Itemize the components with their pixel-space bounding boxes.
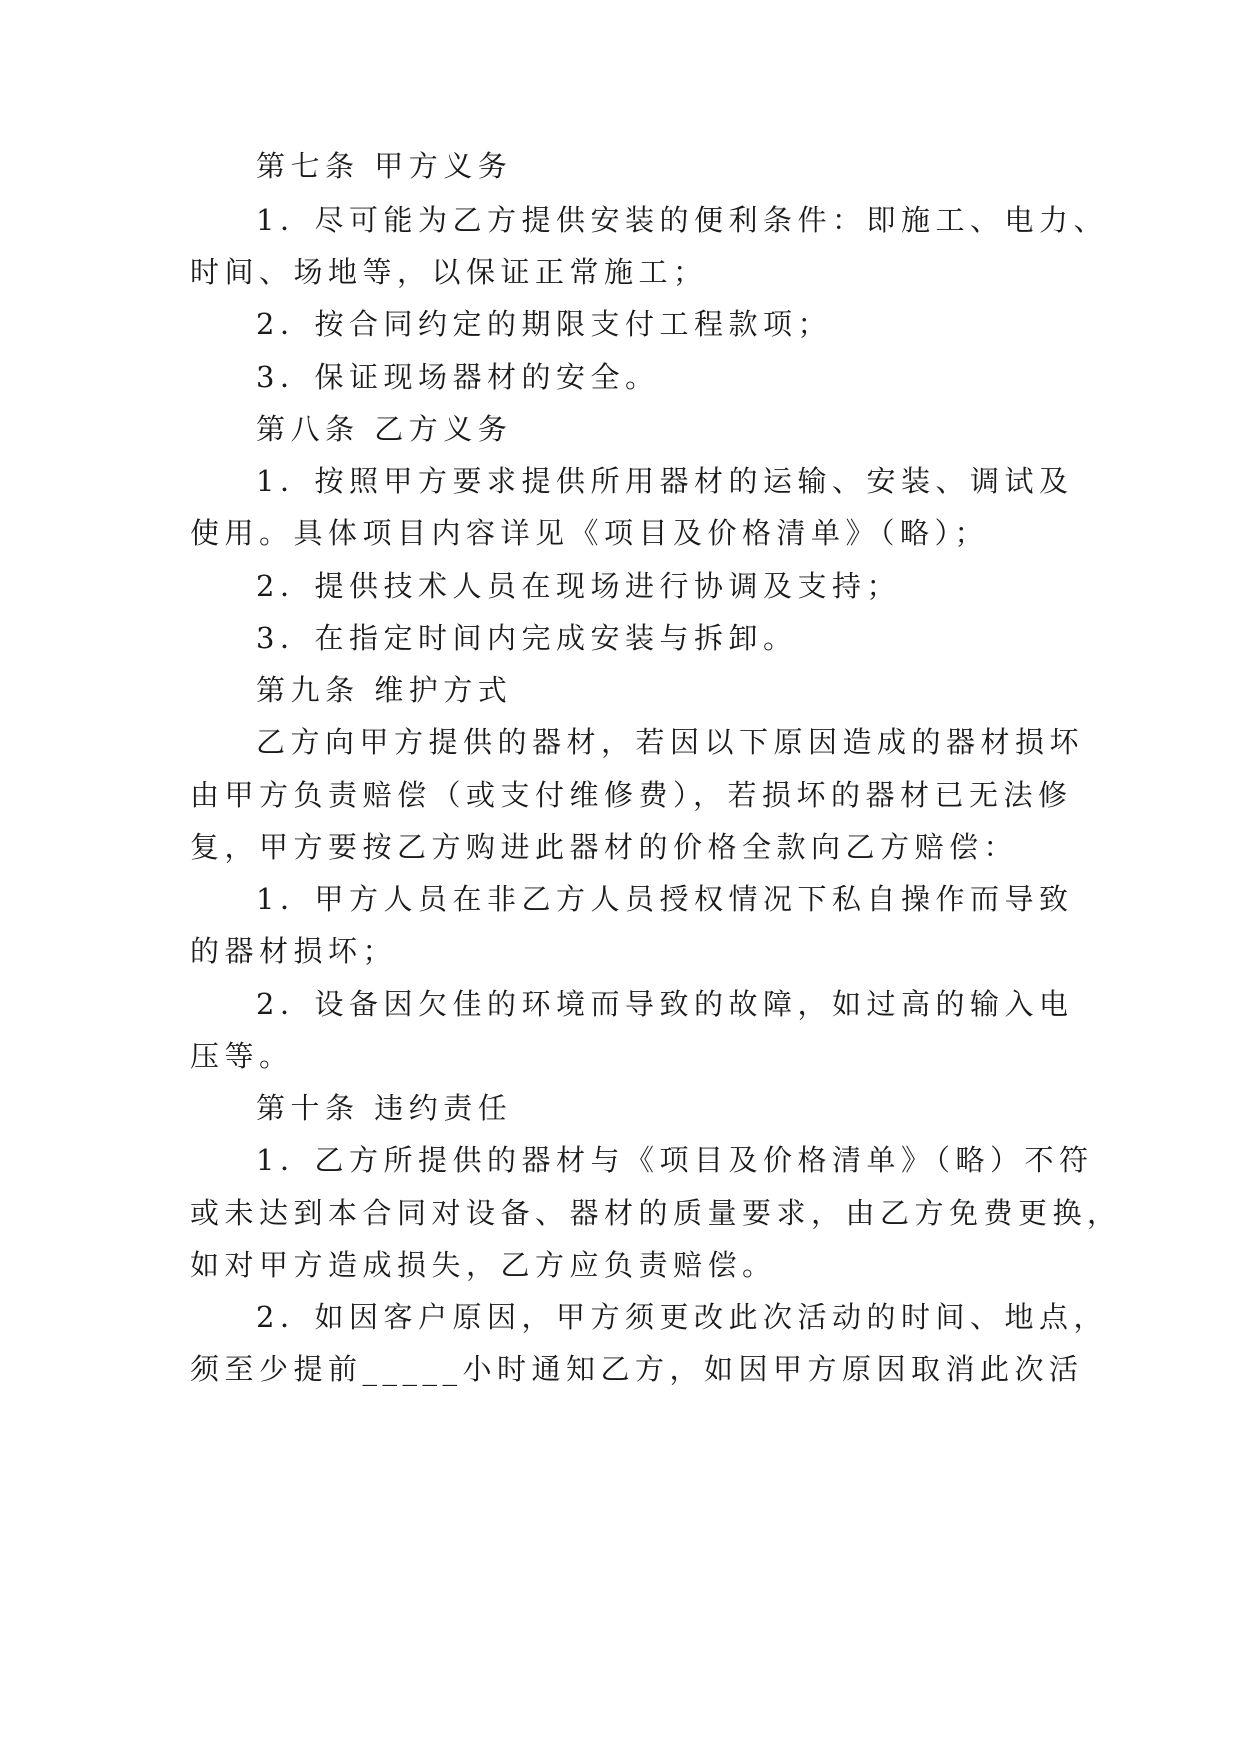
article-10-item-2-line-2: 须至少提前_____小时通知乙方，如因甲方原因取消此次活 — [190, 1352, 1084, 1386]
article-8-item-2: 2．提供技术人员在现场进行协调及支持； — [256, 569, 901, 603]
article-9-para-line-2: 由甲方负责赔偿（或支付维修费），若损坏的器材已无法修 — [190, 778, 1073, 812]
article-9-heading: 第九条 维护方式 — [256, 673, 513, 707]
article-8-item-1-line-2: 使用。具体项目内容详见《项目及价格清单》（略）； — [190, 516, 990, 550]
article-8-item-3: 3．在指定时间内完成安装与拆卸。 — [256, 621, 798, 655]
article-9-item-1-line-1: 1．甲方人员在非乙方人员授权情况下私自操作而导致 — [256, 882, 1074, 916]
article-9-para-line-3: 复，甲方要按乙方购进此器材的价格全款向乙方赔偿： — [190, 830, 1019, 864]
article-9-para-line-1: 乙方向甲方提供的器材，若因以下原因造成的器材损坏 — [256, 725, 1085, 759]
article-8-heading: 第八条 乙方义务 — [256, 412, 513, 446]
article-10-item-1-line-2: 或未达到本合同对设备、器材的质量要求，由乙方免费更换， — [190, 1196, 1122, 1230]
article-10-heading: 第十条 违约责任 — [256, 1091, 513, 1125]
article-10-item-1-line-1: 1．乙方所提供的器材与《项目及价格清单》（略）不符 — [256, 1143, 1094, 1177]
article-7-item-1-line-2: 时间、场地等，以保证正常施工； — [190, 255, 708, 289]
article-7-item-3: 3．保证现场器材的安全。 — [256, 360, 660, 394]
article-7-item-1-line-1: 1．尽可能为乙方提供安装的便利条件：即施工、电力、 — [256, 203, 1108, 237]
article-7-heading: 第七条 甲方义务 — [256, 149, 513, 183]
article-8-item-1-line-1: 1．按照甲方要求提供所用器材的运输、安装、调试及 — [256, 464, 1074, 498]
article-9-item-1-line-2: 的器材损坏； — [190, 934, 398, 968]
article-9-item-2-line-2: 压等。 — [190, 1039, 294, 1073]
article-10-item-2-line-1: 2．如因客户原因，甲方须更改此次活动的时间、地点， — [256, 1300, 1108, 1334]
article-10-item-1-line-3: 如对甲方造成损失，乙方应负责赔偿。 — [190, 1248, 777, 1282]
article-7-item-2: 2．按合同约定的期限支付工程款项； — [256, 307, 832, 341]
article-9-item-2-line-1: 2．设备因欠佳的环境而导致的故障，如过高的输入电 — [256, 987, 1074, 1021]
